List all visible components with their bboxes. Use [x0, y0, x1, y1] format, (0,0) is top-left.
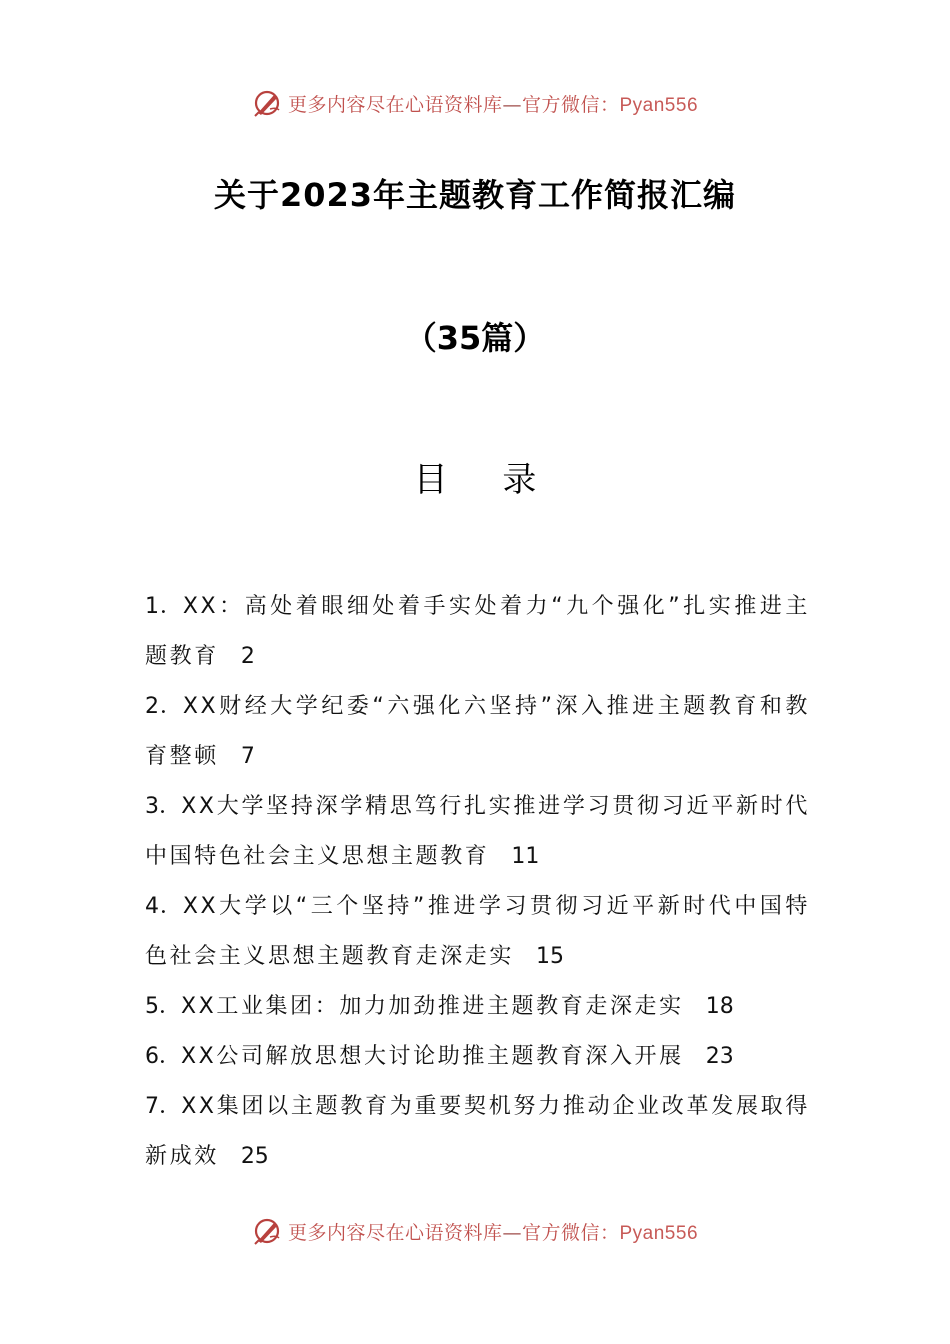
toc-item[interactable]: 1．XX：高处着眼细处着手实处着力“九个强化”扎实推进主题教育 2	[145, 582, 810, 682]
header-watermark	[0, 83, 950, 123]
toc-item[interactable]: 6．XX公司解放思想大讨论助推主题教育深入开展 23	[145, 1032, 810, 1082]
toc-item-page: 18	[705, 994, 734, 1019]
toc-list	[145, 582, 810, 1182]
toc-item[interactable]: 7．XX集团以主题教育为重要契机努力推动企业改革发展取得新成效 25	[145, 1082, 810, 1182]
footer-watermark	[0, 1211, 950, 1251]
toc-item-page: 23	[705, 1044, 734, 1069]
watermark-text: 更多内容尽在心语资料库—官方微信：Pyan556	[287, 93, 699, 116]
pen-circle-logo-icon	[252, 1216, 282, 1246]
watermark-text: 更多内容尽在心语资料库—官方微信：Pyan556	[287, 1221, 699, 1244]
toc-heading: 目 录	[413, 460, 559, 500]
toc-item-text: XX大学坚持深学精思笃行扎实推进学习贯彻习近平新时代中国特色社会主义思想主题教育	[145, 794, 810, 869]
toc-item-page: 15	[536, 944, 565, 969]
toc-item-text: XX工业集团：加力加劲推进主题教育走深走实	[181, 994, 684, 1019]
toc-item-page: 7	[240, 744, 255, 769]
toc-item[interactable]: 2．XX财经大学纪委“六强化六坚持”深入推进主题教育和教育整顿 7	[145, 682, 810, 782]
document-subtitle: （35篇）	[404, 319, 546, 357]
toc-item-text: XX大学以“三个坚持”推进学习贯彻习近平新时代中国特色社会主义思想主题教育走深走实	[145, 894, 811, 969]
toc-item-text: XX：高处着眼细处着手实处着力“九个强化”扎实推进主题教育	[145, 594, 811, 669]
toc-item-page: 25	[240, 1144, 269, 1169]
toc-item-text: XX财经大学纪委“六强化六坚持”深入推进主题教育和教育整顿	[145, 694, 811, 769]
toc-item[interactable]: 4．XX大学以“三个坚持”推进学习贯彻习近平新时代中国特色社会主义思想主题教育走深走实 15	[145, 882, 810, 982]
toc-item[interactable]: 3．XX大学坚持深学精思笃行扎实推进学习贯彻习近平新时代中国特色社会主义思想主题教育 11	[145, 782, 810, 882]
pen-circle-logo-icon	[252, 88, 282, 118]
toc-item-text: XX公司解放思想大讨论助推主题教育深入开展	[181, 1044, 684, 1069]
document-title: 关于2023年主题教育工作简报汇编	[213, 176, 737, 214]
toc-item[interactable]: 5．XX工业集团：加力加劲推进主题教育走深走实 18	[145, 982, 810, 1032]
toc-item-page: 11	[511, 844, 540, 869]
toc-item-text: XX集团以主题教育为重要契机努力推动企业改革发展取得新成效	[145, 1094, 810, 1169]
toc-item-page: 2	[240, 644, 255, 669]
